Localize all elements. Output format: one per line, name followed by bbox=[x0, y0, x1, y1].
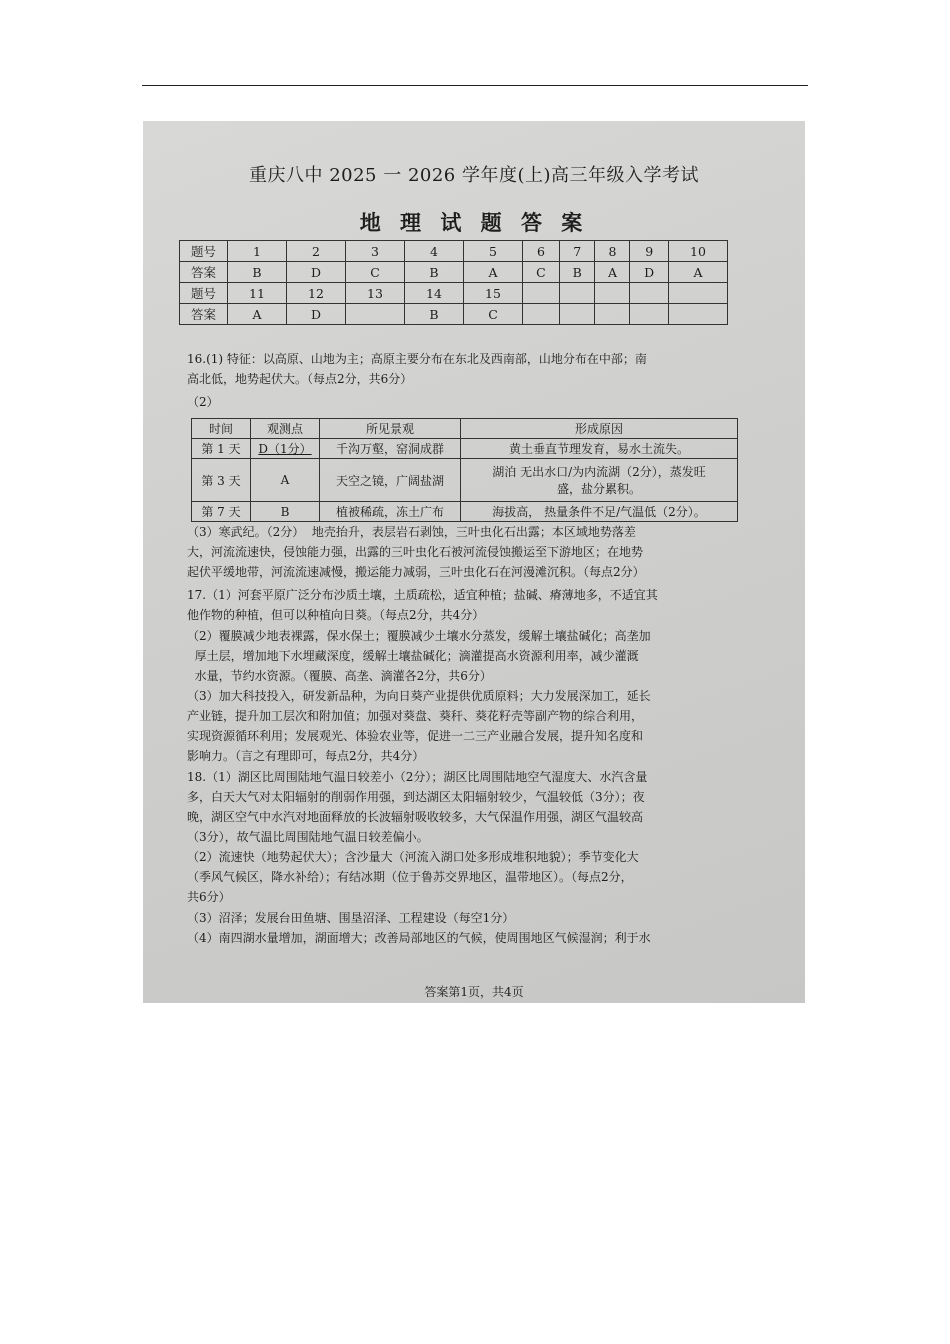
table-cell: 黄土垂直节理发育，易水土流失。 bbox=[461, 439, 738, 459]
table-cell: 15 bbox=[464, 283, 523, 304]
table-cell: B bbox=[559, 262, 595, 283]
table-cell bbox=[668, 283, 727, 304]
table-cell: D（1分） bbox=[251, 439, 320, 459]
q17-line: 厚土层，增加地下水埋藏深度，缓解土壤盐碱化；滴灌提高水资源利用率，减少灌溉 bbox=[187, 649, 639, 663]
q17-line: 17.（1）河套平原广泛分布沙质土壤，土质疏松，适宜种植；盐碱、瘠薄地多，不适宜其 bbox=[187, 588, 658, 602]
reason-line: 盛，盐分累积。 bbox=[556, 482, 641, 496]
scanned-answer-sheet-photo bbox=[143, 121, 805, 1003]
table-cell: A bbox=[251, 459, 320, 502]
table-cell: 4 bbox=[405, 241, 464, 262]
q16-part1-line1: 16.(1) 特征：以高原、山地为主；高原主要分布在东北及西南部，山地分布在中部；南 bbox=[187, 352, 647, 366]
q18-line: （3分），故气温比周围陆地气温日较差偏小。 bbox=[187, 830, 429, 844]
q17-line: 水量，节约水资源。（覆膜、高垄、滴灌各2分，共6分） bbox=[187, 669, 492, 683]
table-cell: 10 bbox=[668, 241, 727, 262]
answer-table-row bbox=[180, 304, 728, 325]
table-cell: 3 bbox=[346, 241, 405, 262]
table-cell: A bbox=[464, 262, 523, 283]
row-label: 题号 bbox=[180, 241, 228, 262]
q16-part3-line: （3）寒武纪。（2分） 地壳抬升，表层岩石剥蚀，三叶虫化石出露；本区域地势落差 bbox=[187, 525, 636, 539]
answer-table bbox=[179, 240, 728, 325]
table-cell: 第 3 天 bbox=[192, 459, 251, 502]
answer-table-row bbox=[180, 241, 728, 262]
q18-line: 多，白天大气对太阳辐射的削弱作用强，到达湖区太阳辐射较少，气温较低（3分）；夜 bbox=[187, 790, 645, 804]
table-cell: 8 bbox=[595, 241, 630, 262]
exam-title: 重庆八中 2025 一 2026 学年度(上)高三年级入学考试 bbox=[248, 165, 700, 186]
q16-part3-line: 大，河流流速快，侵蚀能力强，出露的三叶虫化石被河流侵蚀搬运至下游地区；在地势 bbox=[187, 545, 644, 559]
table-cell: D bbox=[287, 262, 346, 283]
q18-line: （4）南四湖水量增加，湖面增大；改善局部地区的气候，使周围地区气候湿润；利于水 bbox=[187, 931, 651, 945]
answer-table-row bbox=[180, 262, 728, 283]
table-cell: A bbox=[668, 262, 727, 283]
q17-line: 他作物的种植，但可以种植向日葵。（每点2分，共4分） bbox=[187, 608, 485, 622]
table-cell: 天空之镜，广阔盐湖 bbox=[320, 459, 461, 502]
reason-line: 湖泊 无出水口/为内流湖（2分），蒸发旺 bbox=[492, 465, 706, 479]
q16-part1-line2: 高北低，地势起伏大。（每点2分，共6分） bbox=[187, 372, 413, 386]
table-cell: B bbox=[228, 262, 287, 283]
table-cell: A bbox=[228, 304, 287, 325]
q18-line: 18.（1）湖区比周围陆地气温日较差小（2分）；湖区比周围陆地空气湿度大、水汽含量 bbox=[187, 770, 648, 784]
table-cell: C bbox=[523, 262, 560, 283]
table-cell: D bbox=[287, 304, 346, 325]
table-cell: 5 bbox=[464, 241, 523, 262]
q17-line: （3）加大科技投入，研发新品种，为向日葵产业提供优质原料；大力发展深加工，延长 bbox=[187, 689, 651, 703]
table-cell: 13 bbox=[346, 283, 405, 304]
observation-table-header bbox=[192, 419, 738, 439]
table-cell: 海拔高， 热量条件不足/气温低（2分）。 bbox=[461, 502, 738, 522]
table-cell bbox=[595, 283, 630, 304]
table-cell: 植被稀疏，冻土广布 bbox=[320, 502, 461, 522]
table-cell: 6 bbox=[523, 241, 560, 262]
table-cell: B bbox=[405, 304, 464, 325]
table-cell: 14 bbox=[405, 283, 464, 304]
table-cell bbox=[523, 283, 560, 304]
table-cell: 第 7 天 bbox=[192, 502, 251, 522]
table-cell: D bbox=[630, 262, 668, 283]
table-cell: 千沟万壑，窑洞成群 bbox=[320, 439, 461, 459]
q16-part3-line: 起伏平缓地带，河流流速减慢，搬运能力减弱，三叶虫化石在河漫滩沉积。（每点2分） bbox=[187, 565, 645, 579]
column-header: 观测点 bbox=[251, 419, 320, 439]
q18-line: 晚，湖区空气中水汽对地面释放的长波辐射吸收较多，大气保温作用强，湖区气温较高 bbox=[187, 810, 644, 824]
table-cell bbox=[461, 459, 738, 502]
table-cell: 9 bbox=[630, 241, 668, 262]
table-cell: 2 bbox=[287, 241, 346, 262]
table-cell: 1 bbox=[228, 241, 287, 262]
q16-part2-label: （2） bbox=[187, 395, 219, 409]
table-cell: C bbox=[464, 304, 523, 325]
table-cell: 7 bbox=[559, 241, 595, 262]
table-cell: C bbox=[346, 262, 405, 283]
column-header: 时间 bbox=[192, 419, 251, 439]
table-row bbox=[192, 502, 738, 522]
table-cell bbox=[559, 283, 595, 304]
table-cell: B bbox=[251, 502, 320, 522]
table-cell bbox=[346, 304, 405, 325]
table-cell: 11 bbox=[228, 283, 287, 304]
table-row bbox=[192, 439, 738, 459]
table-cell: A bbox=[595, 262, 630, 283]
q17-line: 影响力。（言之有理即可，每点2分，共4分） bbox=[187, 749, 425, 763]
answer-table-row bbox=[180, 283, 728, 304]
page-footer: 答案第1页，共4页 bbox=[424, 985, 524, 999]
table-cell bbox=[559, 304, 595, 325]
q18-line: 共6分） bbox=[187, 890, 231, 904]
column-header: 所见景观 bbox=[320, 419, 461, 439]
row-label: 答案 bbox=[180, 262, 228, 283]
q17-line: 产业链，提升加工层次和附加值；加强对葵盘、葵秆、葵花籽壳等副产物的综合利用， bbox=[187, 709, 644, 723]
table-cell: B bbox=[405, 262, 464, 283]
q17-line: 实现资源循环利用；发展观光、体验农业等，促进一二三产业融合发展，提升知名度和 bbox=[187, 729, 644, 743]
observation-table bbox=[191, 418, 738, 522]
column-header: 形成原因 bbox=[461, 419, 738, 439]
row-label: 题号 bbox=[180, 283, 228, 304]
table-cell bbox=[668, 304, 727, 325]
table-cell bbox=[630, 283, 668, 304]
table-cell bbox=[630, 304, 668, 325]
table-row bbox=[192, 459, 738, 502]
table-cell: 第 1 天 bbox=[192, 439, 251, 459]
row-label: 答案 bbox=[180, 304, 228, 325]
top-rule bbox=[142, 85, 808, 86]
q18-line: （季风气候区，降水补给）；有结冰期（位于鲁苏交界地区，温带地区）。（每点2分， bbox=[187, 870, 633, 884]
table-cell bbox=[523, 304, 560, 325]
table-cell bbox=[595, 304, 630, 325]
q18-line: （3）沼泽；发展台田鱼塘、围垦沼泽、工程建设（每空1分） bbox=[187, 911, 515, 925]
answer-sheet-subtitle: 地 理 试 题 答 案 bbox=[359, 210, 589, 235]
table-cell: 12 bbox=[287, 283, 346, 304]
q18-line: （2）流速快（地势起伏大）；含沙量大（河流入湖口处多形成堆积地貌）；季节变化大 bbox=[187, 850, 639, 864]
q17-line: （2）覆膜减少地表裸露，保水保土；覆膜减少土壤水分蒸发，缓解土壤盐碱化；高垄加 bbox=[187, 629, 651, 643]
